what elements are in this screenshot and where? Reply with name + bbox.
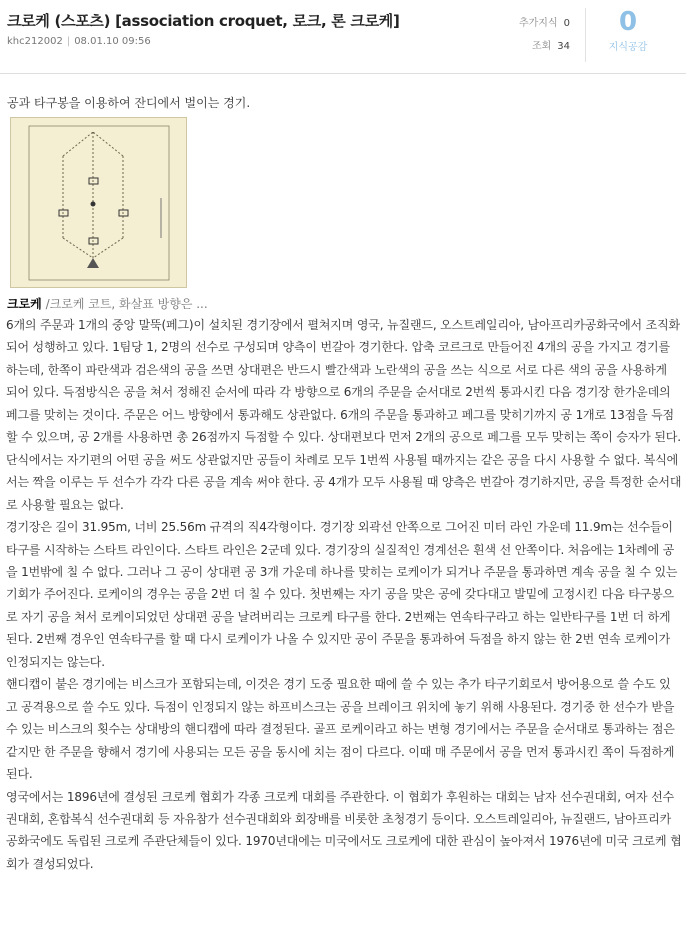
header-divider: [585, 8, 586, 62]
croquet-court-diagram[interactable]: [10, 117, 187, 288]
author-id[interactable]: khc212002: [7, 36, 63, 47]
paragraph: 핸디캡이 붙은 경기에는 비스크가 포함되는데, 이것은 경기 도중 필요한 때에 쓸 수 있는 추가 타구기회로서 방어용으로 쓸 수도 있고 공격용으로 쓸 수도 있다. 득점이 인정되지 않는 하프비스크는 공을 브레이크 위치에 놓기 위해 사용된다. 경기중 한 선수가 받을 수 있는 비스크의 횟수는 상대방의 핸디캡에 따라 결정된다. 골프 로케이라고 하는 변형 경기에서는 주문을 순서대로 통과하는 점은 같지만 한 주문을 향해서 경기에 사용되는 모든 공을 동시에 치는 점이 다르다. 이때 매 주문에서 공을 먼저 통과시킨 쪽이 득점하게 된다.: [6, 677, 675, 782]
empathy-button[interactable]: [588, 6, 668, 53]
intro-text: 공과 타구봉을 이용하여 잔디에서 벌이는 경기.: [7, 96, 251, 110]
intro-line: [7, 94, 683, 111]
question-header: [0, 0, 686, 64]
article-body: [6, 314, 682, 875]
paragraph: 6개의 주문과 1개의 중앙 말뚝(페그)이 설치된 경기장에서 펼쳐지며 영국, 뉴질랜드, 오스트레일리아, 남아프리카공화국에서 조직화되어 성행하고 있다. 1팀당 1, 2명의 선수로 구성되며 양측이 번갈아 경기한다. 압축 코르크로 만들어진 4개의 공을 가지고 경기를 하는데, 한쪽이 파란색과 검은색의 공을 쓰면 상대편은 반드시 빨간색과 노란색의 공을 쓰는 식으로 서로 다른 색의 공을 사용하게 되어 있다. 득점방식은 공을 쳐서 정해진 순서에 따라 각 방향으로 6개의 주문을 순서대로 2번씩 통과시킨 다음 경기장 한가운데의 페그를 맞히는 것이다. 주문은 어느 방향에서 통과해도 상관없다. 6개의 주문을 통과하고 페그를 맞히기까지 공 1개로 13점을 득점할 수 있으며, 공 2개를 사용하면 총 26점까지 득점할 수 있다. 상대편보다 먼저 2개의 공으로 페그를 모두 맞히는 쪽이 승자가 된다. 단식에서는 자기편의 어떤 공을 써도 상관없지만 공들이 차례로 모두 1번씩 사용될 때까지는 같은 공을 다시 사용할 수 없다. 복식에서는 짝을 이루는 두 선수가 각각 다른 공을 계속 써야 한다. 공 4개가 모두 사용될 때 양측은 번갈아 경기하지만, 공을 특정한 순서대로 사용할 필요는 없다.: [6, 318, 682, 512]
caption-sub: /크로케 코트, 화살표 방향은 ...: [41, 297, 208, 311]
empathy-count: 0: [618, 7, 638, 37]
view-count-stat: [532, 37, 570, 52]
meta-separator: |: [66, 36, 71, 47]
court-diagram-graphic: [11, 118, 186, 287]
figure-caption[interactable]: [7, 295, 208, 312]
court-line: [63, 132, 93, 156]
view-count-value: 34: [557, 41, 570, 52]
view-count-label: 조회: [531, 41, 552, 52]
extra-knowledge-value: 0: [563, 18, 570, 29]
paragraph: 영국에서는 1896년에 결성된 크로케 협회가 각종 크로케 대회를 주관한다. 이 협회가 후원하는 대회는 남자 선수권대회, 여자 선수권대회, 혼합복식 선수권대회 등 자유참가 선수권대회와 회장배를 비롯한 초청경기 등이다. 오스트레일리아, 뉴질랜드, 남아프리카 공화국에도 독립된 크로케 주관단체들이 있다. 1970년대에는 미국에서도 크로케에 대한 관심이 높아져서 1976년에 미국 크로케 협회가 결성되었다.: [6, 789, 682, 871]
page-title: 크로케 (스포츠) [association croquet, 로크, 론 크로케]: [7, 12, 400, 30]
post-date: 08.01.10 09:56: [74, 36, 151, 47]
paragraph: 경기장은 길이 31.95m, 너비 25.56m 규격의 직4각형이다. 경기장 외곽선 안쪽으로 그어진 미터 라인 가운데 11.9m는 선수들이 타구를 시작하는 스타트 라인이다. 스타트 라인은 2군데 있다. 경기장의 실질적인 경계선은 흰색 선 안쪽이다. 처음에는 1차례에 공을 1번밖에 칠 수 없다. 그러나 그 공이 상대편 공 3개 가운데 하나를 맞히는 로케이가 되거나 주문을 통과하면 계속 공을 칠 수 있는 기회가 주어진다. 로케이의 경우는 공을 2번 더 칠 수 있다. 첫번째는 자기 공을 맞은 공에 갖다대고 발밑에 고정시킨 다음 타구봉으로 자기 공을 쳐서 로케이되었던 상대편 공을 날려버리는 크로케 타구를 한다. 2번째는 연속타구라고 하는 일반타구를 1번 더 하게 된다. 2번째 경우인 연속타구를 할 때 다시 로케이가 나올 수 있지만 공이 주문을 통과하여 득점을 하지 않는 한 2번 연속 로케이가 인정되지는 않는다.: [6, 520, 678, 669]
post-meta: [7, 36, 151, 47]
court-line: [93, 132, 123, 156]
empathy-label: 지식공감: [608, 42, 648, 53]
header-rule: [0, 73, 686, 74]
arrow-mark: [87, 258, 99, 268]
extra-knowledge-label: 추가지식: [518, 18, 558, 29]
caption-word: 크로케: [7, 297, 42, 311]
court-boundary: [29, 126, 169, 280]
center-peg: [91, 202, 96, 207]
extra-knowledge-stat: [519, 14, 570, 29]
